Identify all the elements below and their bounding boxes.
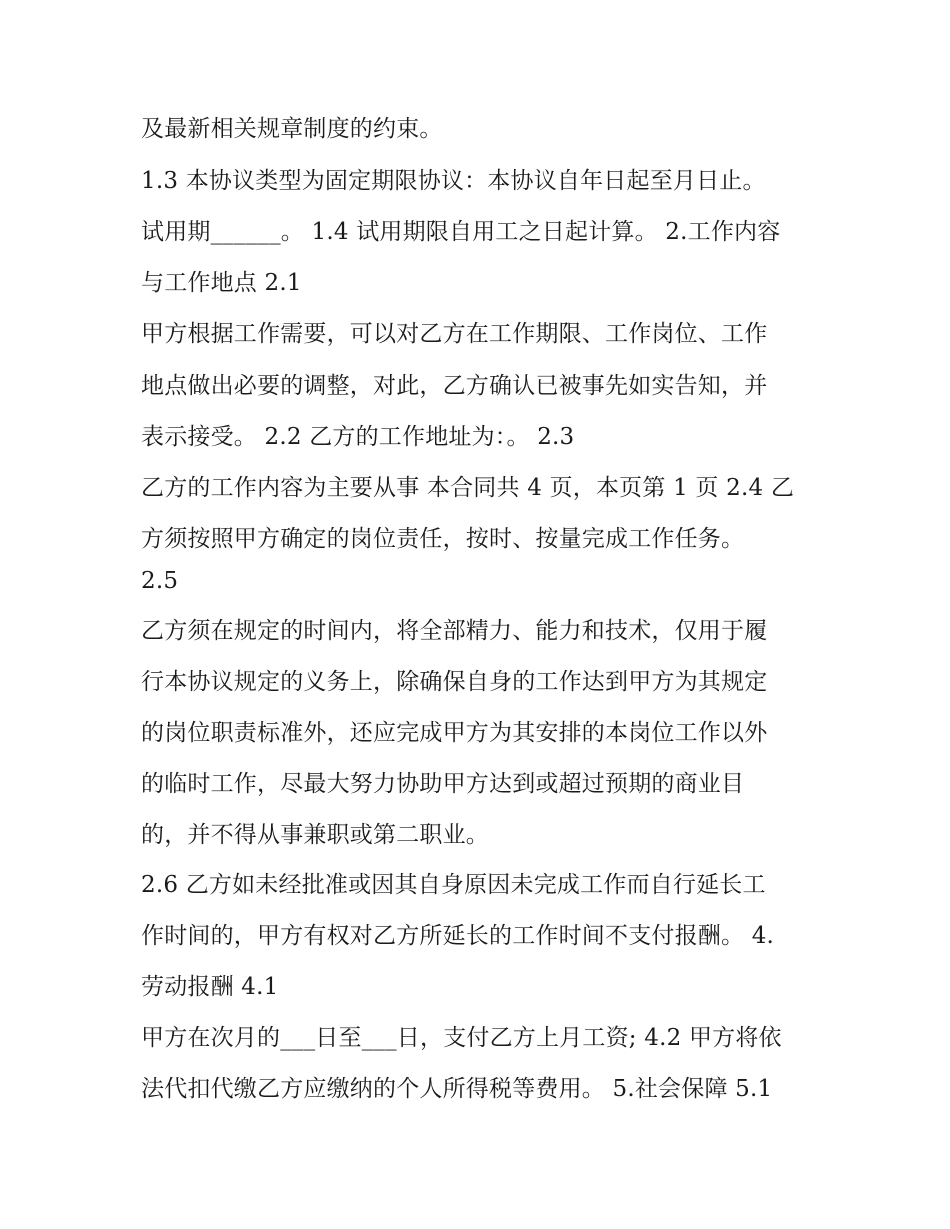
- text-line: 乙方须在规定的时间内，将全部精力、能力和技术，仅用于履: [141, 618, 768, 644]
- text-line: 2.5: [141, 568, 179, 594]
- text-line: 及最新相关规章制度的约束。: [141, 116, 443, 142]
- text-line: 地点做出必要的调整，对此，乙方确认已被事先如实告知，并: [141, 373, 768, 399]
- text-line: 试用期______。 1.4 试用期限自用工之日起计算。 2.工作内容: [141, 219, 781, 245]
- text-line: 1.3 本协议类型为固定期限协议：本协议自年日起至月日止。: [141, 168, 766, 194]
- text-line: 行本协议规定的义务上，除确保自身的工作达到甲方为其规定: [141, 669, 768, 695]
- text-line: 与工作地点 2.1: [141, 270, 302, 296]
- text-line: 的，并不得从事兼职或第二职业。: [141, 822, 489, 848]
- text-line: 的临时工作，尽最大努力协助甲方达到或超过预期的商业目: [141, 771, 745, 797]
- text-line: 法代扣代缴乙方应缴纳的个人所得税等费用。 5.社会保障 5.1: [141, 1076, 773, 1102]
- text-line: 乙方的工作内容为主要从事 本合同共 4 页，本页第 1 页 2.4 乙: [141, 475, 795, 501]
- text-line: 甲方根据工作需要，可以对乙方在工作期限、工作岗位、工作: [141, 321, 768, 347]
- text-line: 劳动报酬 4.1: [141, 974, 279, 1000]
- text-line: 的岗位职责标准外，还应完成甲方为其安排的本岗位工作以外: [141, 720, 768, 746]
- text-line: 方须按照甲方确定的岗位责任，按时、按量完成工作任务。: [141, 526, 745, 552]
- text-line: 2.6 乙方如未经批准或因其自身原因未完成工作而自行延长工: [141, 872, 766, 898]
- text-line: 甲方在次月的___日至___日，支付乙方上月工资; 4.2 甲方将依: [141, 1025, 782, 1051]
- text-line: 表示接受。 2.2 乙方的工作地址为：。 2.3: [141, 424, 575, 450]
- text-line: 作时间的，甲方有权对乙方所延长的工作时间不支付报酬。 4.: [141, 923, 775, 949]
